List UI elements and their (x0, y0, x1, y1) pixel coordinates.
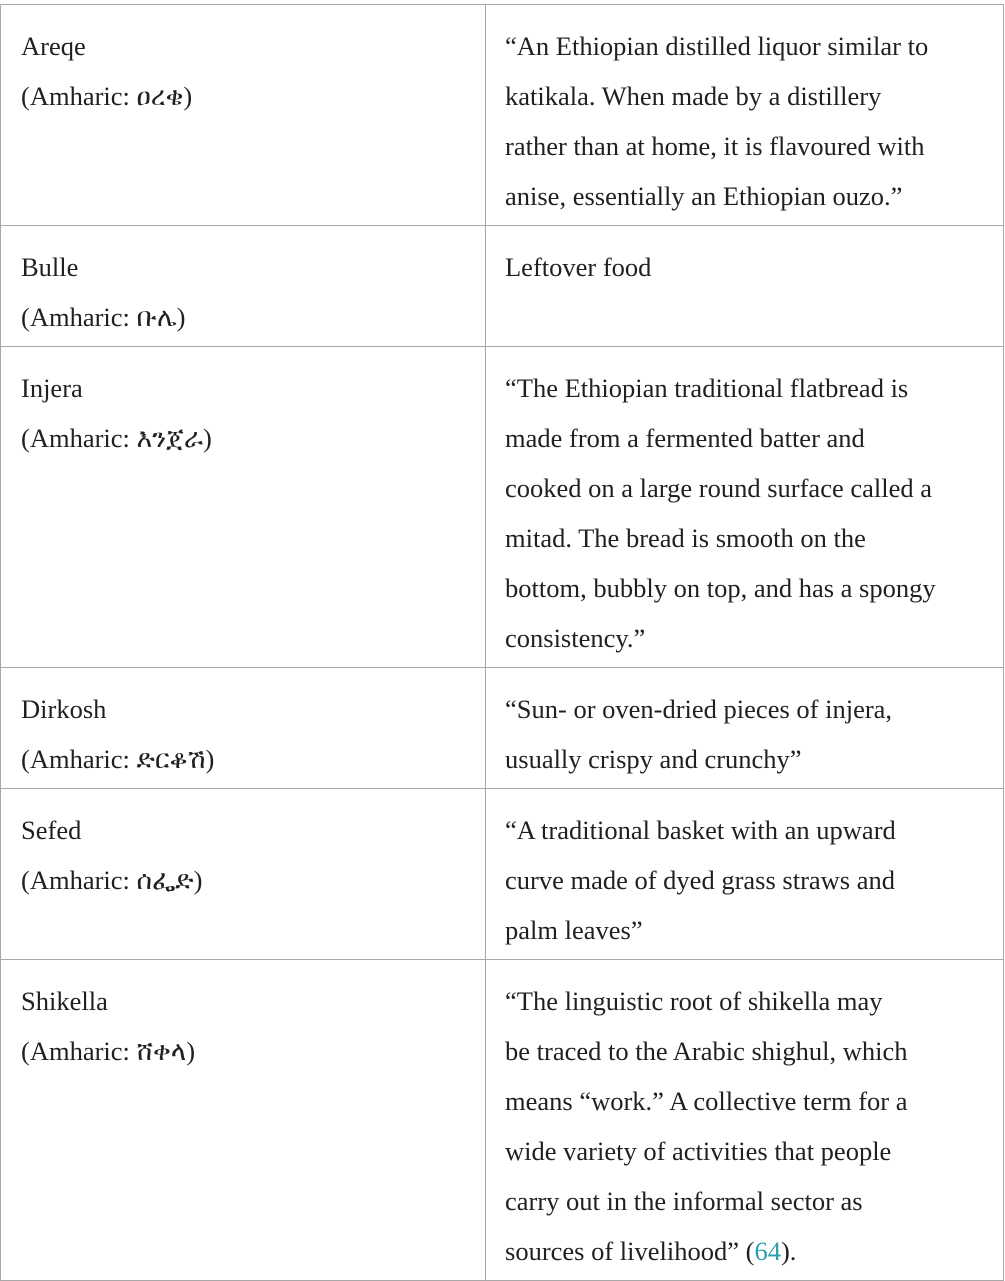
definition-line: wide variety of activities that people (505, 1136, 892, 1166)
term-amharic: (Amharic: እንጀራ) (21, 423, 212, 453)
definition-line: Leftover food (505, 252, 652, 282)
definition-line: “The Ethiopian traditional flatbread is (505, 373, 909, 403)
definition-line: palm leaves” (505, 915, 643, 945)
definition-line: “An Ethiopian distilled liquor similar to (505, 31, 929, 61)
glossary-table (0, 4, 1004, 1281)
term-cell (1, 789, 486, 960)
table-row (1, 347, 1004, 668)
definition-cell (486, 226, 1004, 347)
definition-cell (486, 347, 1004, 668)
definition-cell (486, 668, 1004, 789)
definition-line: carry out in the informal sector as (505, 1186, 863, 1216)
term-cell (1, 960, 486, 1281)
definition-cell (486, 5, 1004, 226)
definition-line: “The linguistic root of shikella may (505, 986, 883, 1016)
term-amharic: (Amharic: ሰፌድ) (21, 865, 203, 895)
term-amharic: (Amharic: ሸቀላ) (21, 1036, 196, 1066)
definition-line: “A traditional basket with an upward (505, 815, 896, 845)
definition-cell (486, 960, 1004, 1281)
table-row (1, 960, 1004, 1281)
definition-line: “Sun- or oven-dried pieces of injera, (505, 694, 893, 724)
term-amharic: (Amharic: ድርቆሽ) (21, 744, 215, 774)
definition-line: bottom, bubbly on top, and has a spongy (505, 573, 936, 603)
definition-text: ). (780, 1236, 797, 1266)
definition-line: made from a fermented batter and (505, 423, 865, 453)
term-cell (1, 347, 486, 668)
term-amharic: (Amharic: ቡሌ) (21, 302, 186, 332)
term-name: Areqe (21, 31, 86, 61)
term-name: Sefed (21, 815, 82, 845)
definition-text: sources of livelihood” ( (505, 1236, 755, 1266)
definition-line: anise, essentially an Ethiopian ouzo.” (505, 181, 903, 211)
definition-line: rather than at home, it is flavoured with (505, 131, 925, 161)
term-cell (1, 226, 486, 347)
definition-line: curve made of dyed grass straws and (505, 865, 896, 895)
definition-line: usually crispy and crunchy” (505, 744, 802, 774)
term-name: Bulle (21, 252, 79, 282)
term-name: Shikella (21, 986, 108, 1016)
table-row (1, 226, 1004, 347)
term-amharic: (Amharic: ዐረቄ) (21, 81, 193, 111)
reference-link[interactable]: 64 (754, 1236, 781, 1266)
definition-line: katikala. When made by a distillery (505, 81, 882, 111)
definition-line: means “work.” A collective term for a (505, 1086, 908, 1116)
term-cell (1, 668, 486, 789)
definition-line: consistency.” (505, 623, 646, 653)
term-name: Injera (21, 373, 83, 403)
definition-cell (486, 789, 1004, 960)
table-row (1, 5, 1004, 226)
definition-line: mitad. The bread is smooth on the (505, 523, 866, 553)
definition-line: be traced to the Arabic shighul, which (505, 1036, 908, 1066)
term-name: Dirkosh (21, 694, 107, 724)
definition-line: cooked on a large round surface called a (505, 473, 932, 503)
table-row (1, 789, 1004, 960)
definition-line (505, 1226, 993, 1276)
table-row (1, 668, 1004, 789)
term-cell (1, 5, 486, 226)
